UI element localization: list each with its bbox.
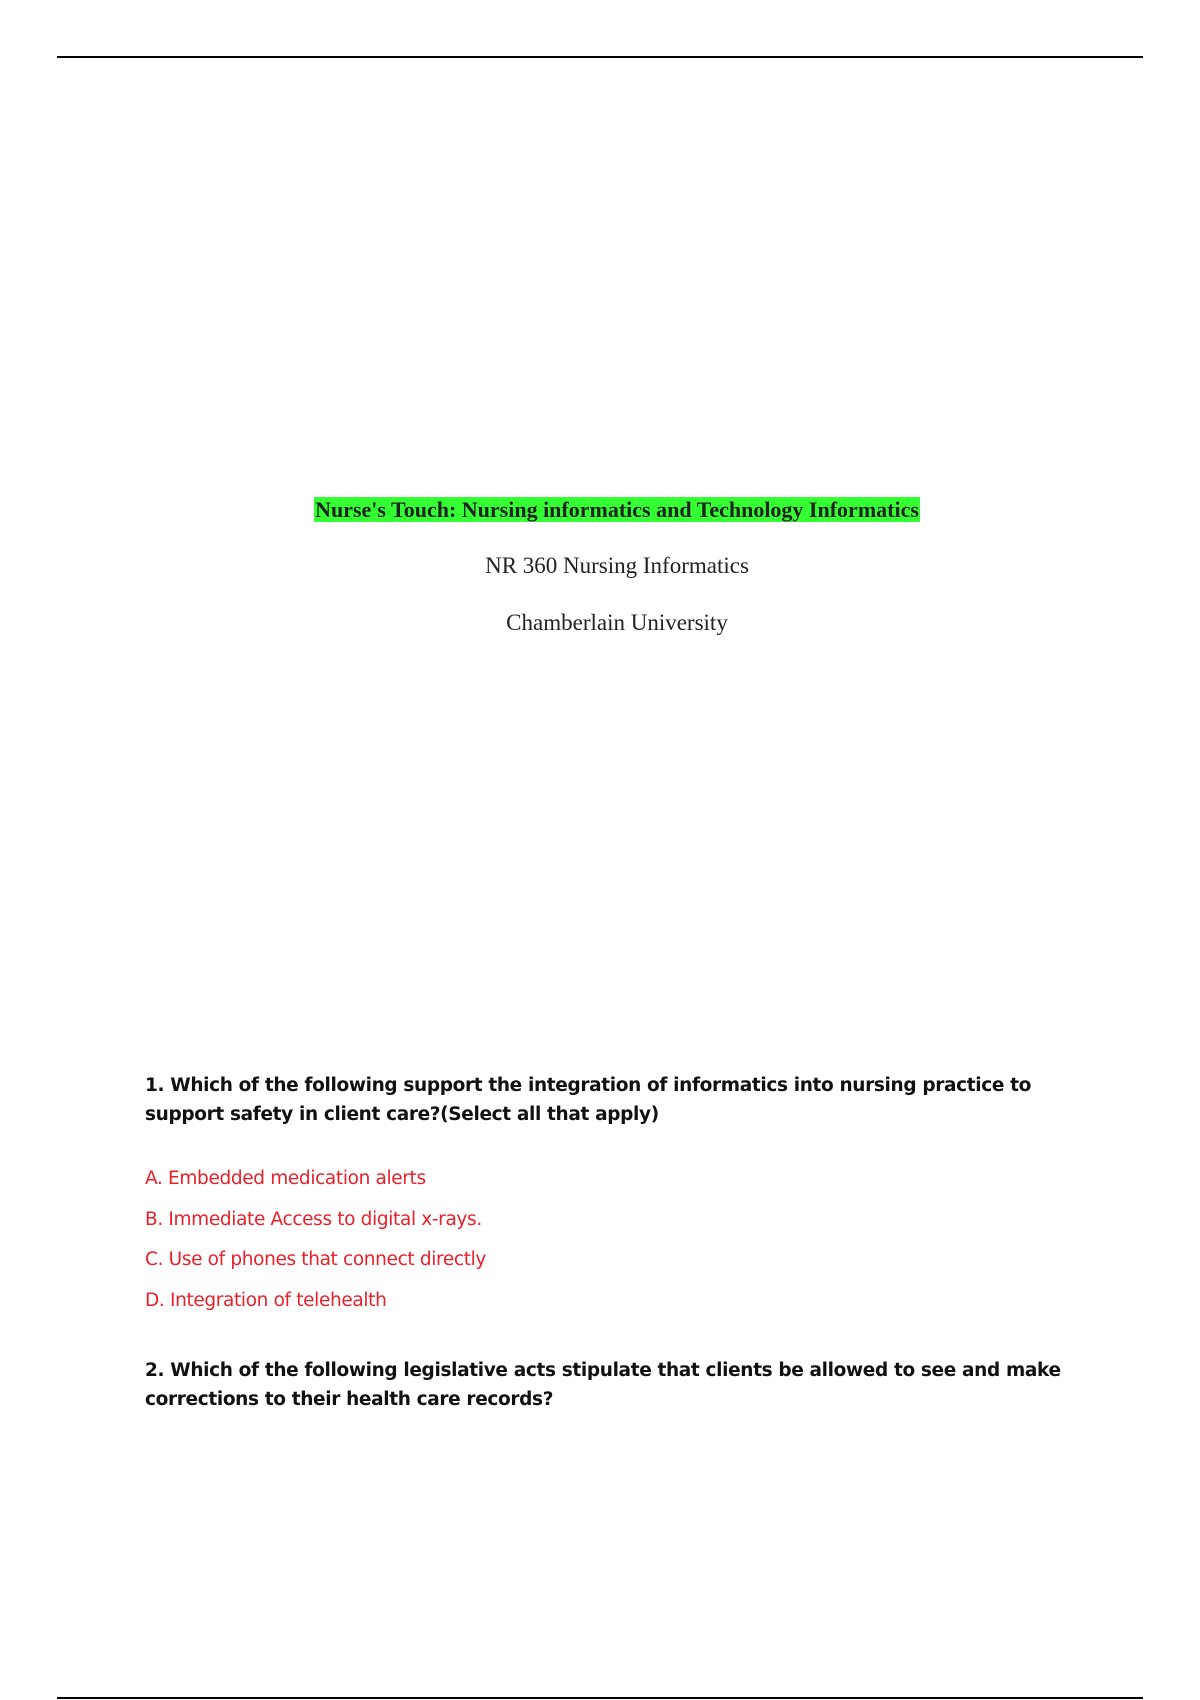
question-2-text: 2. Which of the following legislative acts stipulate that clients be allowed to see and make corrections to their health care records?: [145, 1360, 1061, 1410]
option-c: C. Use of phones that connect directly: [145, 1249, 487, 1271]
option-d: D. Integration of telehealth: [145, 1289, 387, 1311]
option-a: A. Embedded medication alerts: [145, 1168, 426, 1189]
course-name: NR 360 Nursing Informatics: [485, 553, 749, 578]
top-rule: [57, 56, 1143, 58]
document-title-text: Nurse's Touch: Nursing informatics and Technology Informatics: [315, 497, 919, 522]
question-1-options: [145, 1164, 486, 1326]
option-b: B. Immediate Access to digital x-rays.: [145, 1208, 482, 1230]
document-title: [0, 497, 1200, 523]
institution-name: Chamberlain University: [506, 610, 728, 635]
bottom-rule: [57, 1697, 1143, 1699]
question-1-text: 1. Which of the following support the integration of informatics into nursing practice to support safety in client care?(Select all that apply): [145, 1075, 1032, 1125]
